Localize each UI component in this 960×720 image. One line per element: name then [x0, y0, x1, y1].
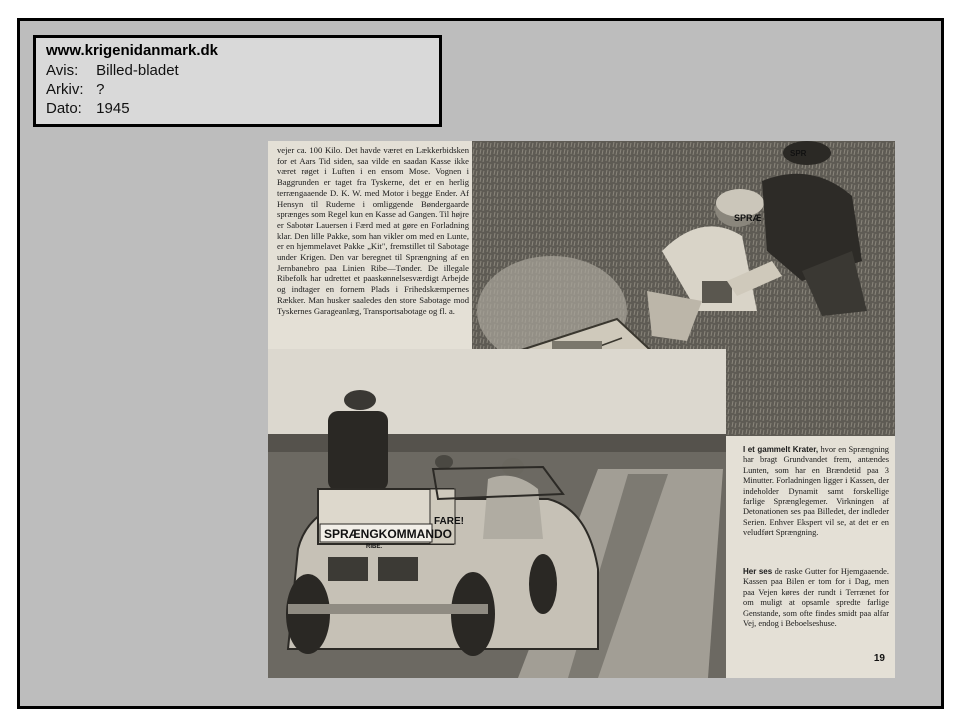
caption-car-text: de raske Gutter for Hjemgaaende. Kassen paa Bilen er tom for i Dag, men paa Vejen køres der rundt i Terrænet for om muligt at opsamle spredte farlige Genstande, som ofte findes smidt paa alfar Vej, endog i Beboelseshuse. — [743, 567, 889, 629]
article-text-column — [268, 141, 473, 349]
page-number: 19 — [873, 653, 885, 664]
helmet-text-1: SPRÆ — [734, 213, 762, 223]
source-info-box — [33, 35, 442, 127]
article-body: vejer ca. 100 Kilo. Det havde været en Lækkerbidsken for et Aars Tid siden, saa vilde en saadan Kasse ikke været røget i Luften i en ensom Mose. Vognen i Baggrunden er taget fra Tyskerne, det er en herlig terrængaaende D. K. W. med Motor i begge Ender. Af Hensyn til Ruderne i omliggende Bøndergaarde sprænges som Regel kun en Kasse ad Gangen. Til højre er Sabotør Lauersen i Færd med at gøre en Forladning klar. Den lille Pakke, som han vikler om med en Lunte, er en hjemmelavet Pakke „Kit", fremstillet til Sabotage under Krigen. Den var beregnet til Sprængning af en Jernbanebro paa Linien Ribe—Tønder. De illegale Ribefolk har udrettet et paaskønnelsesværdigt Arbejde og indtager en fornem Plads i Frihedskæmpernes Rækker. Man husker saaledes den store Sabotage mod Tyskernes Garageanlæg, Transportsabotage og fl. a. — [277, 145, 469, 316]
caption-crater — [743, 445, 889, 539]
car-sign-text: SPRÆNGKOMMANDO — [324, 527, 452, 541]
newspaper-row — [46, 62, 179, 79]
date-label: Dato: — [46, 100, 82, 117]
date-row — [46, 100, 130, 117]
caption-crater-lead: I et gammelt Krater, — [743, 445, 819, 454]
caption-car — [743, 567, 889, 629]
site-url: www.krigenidanmark.dk — [46, 42, 218, 59]
caption-column — [726, 436, 895, 678]
date-value: 1945 — [96, 100, 130, 117]
helmet-text-2: SPR — [790, 149, 807, 158]
car-photo — [268, 349, 726, 678]
car-sign-subtext: RIBE. — [366, 544, 383, 550]
archive-row — [46, 81, 105, 98]
archive-label: Arkiv: — [46, 81, 84, 98]
caption-car-lead: Her ses — [743, 567, 773, 576]
newspaper-label: Avis: — [46, 62, 79, 79]
caption-crater-text: hvor en Sprængning har bragt Grundvandet frem, antændes Lunten, som har en Brændetid paa 3 Minutter. Forladningen ligger i Kassen, der indeholder Dynamit samt forskellige farlige Sprænglegemer. Virkningen af Detonationen ses paa Billedet, der indleder Serien. Enhver Ekspert vil se, at det er en veludført Sprængning. — [743, 445, 889, 538]
archive-value: ? — [96, 81, 105, 98]
crate-side-text: FARE! — [434, 516, 464, 527]
car-photo-illustration — [268, 349, 726, 678]
newspaper-clipping — [268, 141, 895, 678]
newspaper-value: Billed-bladet — [96, 62, 179, 79]
